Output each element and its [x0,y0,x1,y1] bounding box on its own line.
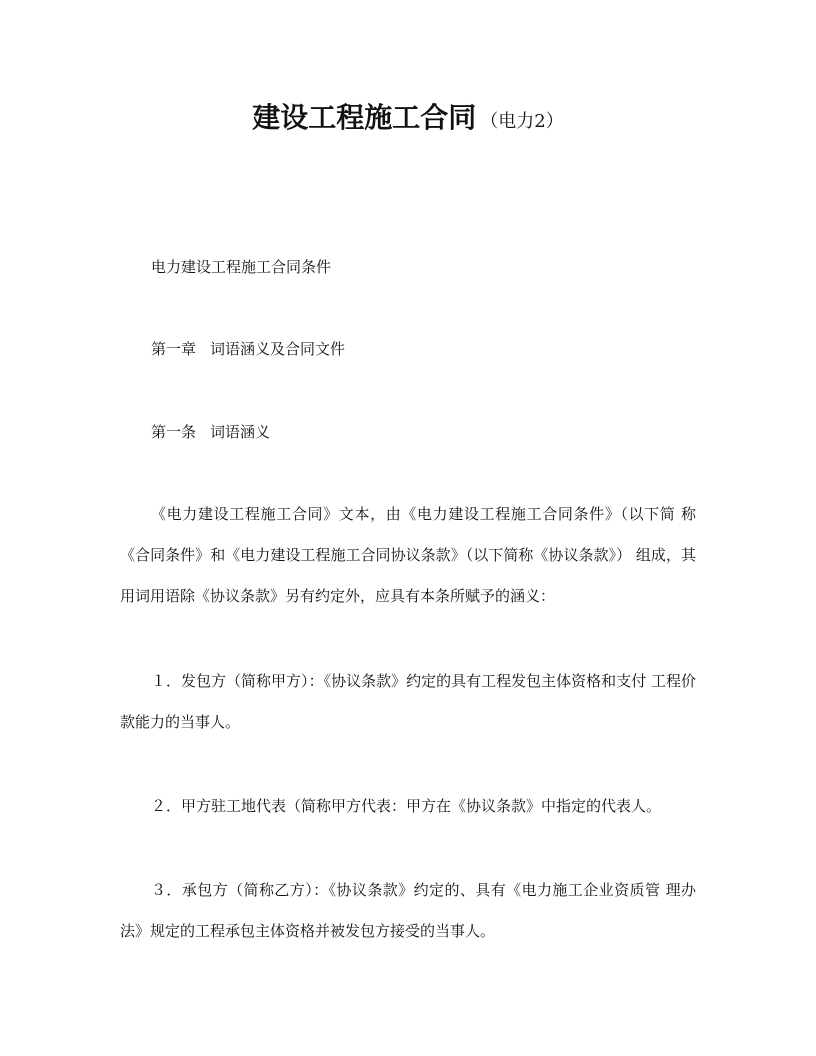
article-heading [151,422,270,442]
document-title [0,96,816,136]
article-number: 第一条 [151,423,197,441]
clause-2: ２．甲方驻工地代表（简称甲方代表：甲方在《协议条款》中指定的代表人。 [151,797,662,815]
chapter-title: 词语涵义及合同文件 [210,340,346,358]
article-title: 词语涵义 [210,423,271,441]
clause-3: ３．承包方（简称乙方）：《协议条款》约定的、具有《电力施工企业资质管 理办法》规定的工程承包主体资格并被发包方接受的当事人。 [120,881,696,940]
title-main: 建设工程施工合同 [252,101,477,134]
chapter-number: 第一章 [151,340,197,358]
chapter-heading [151,339,345,359]
section-heading: 电力建设工程施工合同条件 [151,258,332,276]
clause-1: １．发包方（简称甲方）：《协议条款》约定的具有工程发包主体资格和支付 工程价款能力的当事人。 [120,672,696,731]
title-sub: （电力2） [480,111,564,132]
intro-paragraph: 《电力建设工程施工合同》文本，由《电力建设工程施工合同条件》（以下简 称《合同条件》和《电力建设工程施工合同协议条款》（以下简称《协议条款》） 组成，其用词用语除《协议条款》另有约定外，应具有本条所赋予的涵义： [120,505,696,605]
